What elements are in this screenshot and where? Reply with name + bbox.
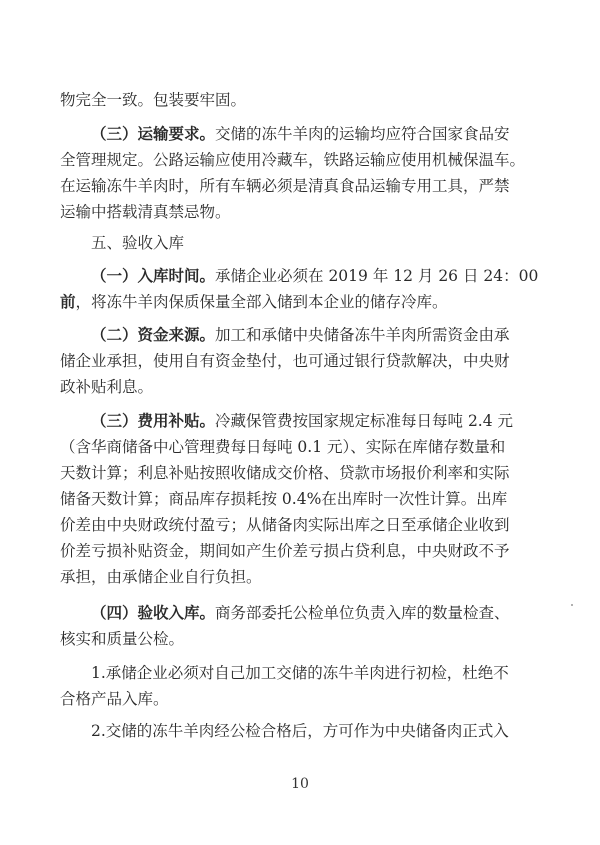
text-line: 价差亏损补贴资金，期间如产生价差亏损占贷利息，中央财政不予 — [60, 542, 510, 560]
text-line: 前，将冻牛羊肉保质保量全部入储到本企业的储存冷库。 — [60, 292, 448, 311]
text-line: （二）资金来源。加工和承储中央储备冻牛羊肉所需资金由承 — [91, 325, 510, 344]
section-heading: （一）入库时间。 — [91, 266, 216, 285]
text-line: （含华商储备中心管理费每日每吨 0.1 元）、实际在库储存数量和 — [60, 438, 506, 456]
paragraph-transport-requirements — [60, 121, 540, 225]
section-title: 五、验收入库 — [91, 234, 185, 252]
text-line: 价差由中央财政统付盈亏；从储备肉实际出库之日至承储企业收到 — [60, 516, 510, 534]
paragraph-acceptance-storage — [60, 600, 540, 652]
text-line: （三）费用补贴。冷藏保管费按国家规定标准每日每吨 2.4 元 — [91, 411, 514, 430]
text-line: 物完全一致。包装要牢固。 — [60, 91, 247, 109]
paragraph-packaging-end — [60, 87, 540, 113]
text-line: 全管理规定。公路运输应使用冷藏车，铁路运输应使用机械保温车。 — [60, 151, 526, 169]
section-heading: （三）运输要求。 — [91, 124, 216, 143]
text-line: 储备天数计算；商品库存损耗按 0.4%在出库时一次性计算。出库 — [60, 490, 508, 508]
text-line: 合格产品入库。 — [60, 690, 169, 708]
text-line: 承担，由承储企业自行负担。 — [60, 568, 262, 586]
section-heading: （三）费用补贴。 — [91, 411, 216, 430]
text-line: 2.交储的冻牛羊肉经公检合格后，方可作为中央储备肉正式入 — [91, 722, 509, 740]
text-line: 运输中搭载清真禁忌物。 — [60, 203, 231, 221]
paragraph-funding-source — [60, 322, 540, 400]
page-number: 10 — [291, 776, 309, 792]
section-heading: （二）资金来源。 — [91, 325, 216, 344]
section-title-acceptance — [60, 230, 540, 256]
text-line: 在运输冻牛羊肉时，所有车辆必须是清真食品运输专用工具，严禁 — [60, 177, 510, 195]
text-line: （三）运输要求。交储的冻牛羊肉的运输均应符合国家食品安 — [91, 124, 510, 143]
text-line: （一）入库时间。承储企业必须在 2019 年 12 月 26 日 24：00 — [91, 266, 539, 285]
scan-speck — [571, 604, 573, 606]
text-line: 1.承储企业必须对自己加工交储的冻牛羊肉进行初检，杜绝不 — [91, 664, 509, 682]
text-line: （四）验收入库。商务部委托公检单位负责入库的数量检查、 — [91, 603, 510, 622]
section-heading: （四）验收入库。 — [91, 603, 216, 622]
text-line: 核实和质量公检。 — [60, 630, 185, 648]
text-line: 天数计算；利息补贴按照收储成交价格、贷款市场报价利率和实际 — [60, 464, 510, 482]
paragraph-item-1 — [60, 660, 540, 712]
paragraph-item-2 — [60, 718, 540, 744]
paragraph-storage-time — [60, 263, 540, 315]
text-line: 政补贴利息。 — [60, 378, 154, 396]
text-line: 储企业承担，使用自有资金垫付，也可通过银行贷款解决，中央财 — [60, 352, 510, 370]
paragraph-cost-subsidy — [60, 408, 540, 590]
